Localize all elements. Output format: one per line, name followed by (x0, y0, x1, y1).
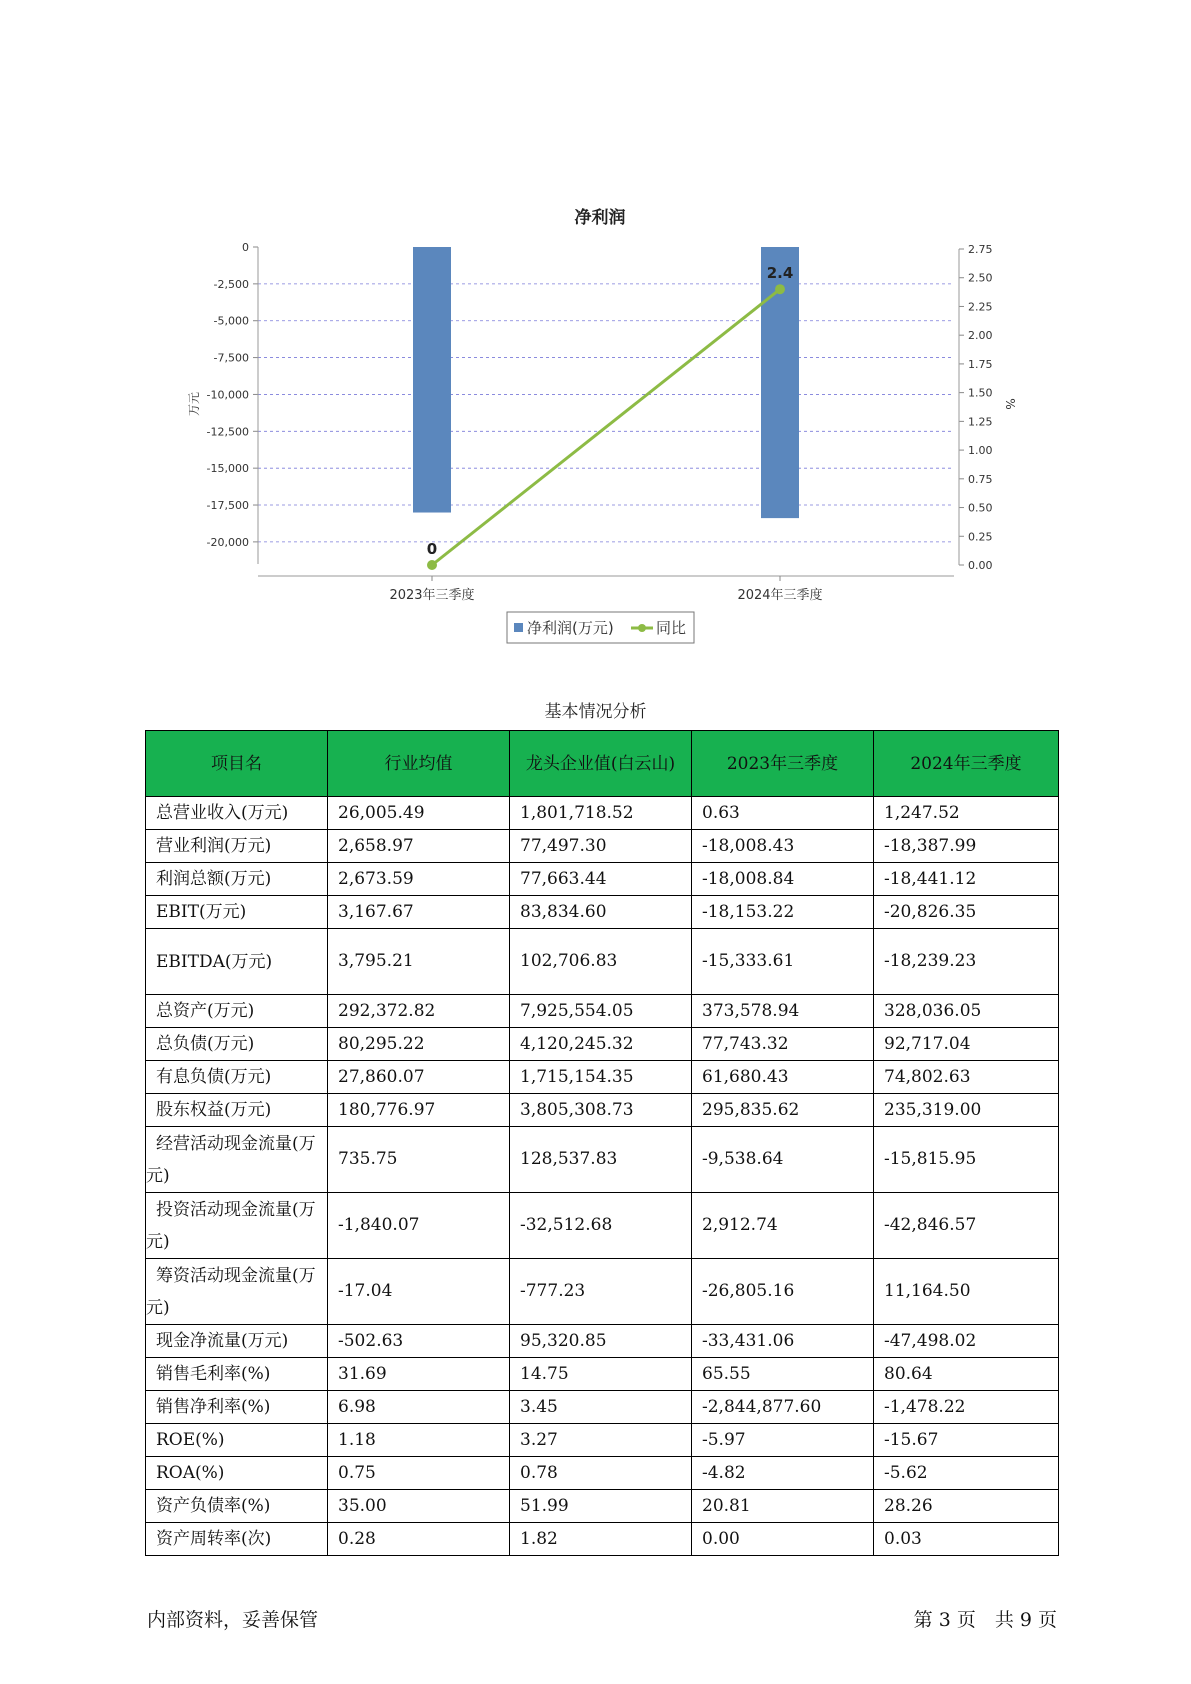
table-cell: 0.28 (328, 1523, 510, 1556)
x-tick-label: 2024年三季度 (737, 588, 823, 603)
table-cell: 0.78 (510, 1457, 692, 1490)
table-cell: 92,717.04 (874, 1028, 1059, 1061)
table-cell: 74,802.63 (874, 1061, 1059, 1094)
table-cell: 51.99 (510, 1490, 692, 1523)
table-row (146, 896, 1059, 929)
table-row (146, 1061, 1059, 1094)
table-cell: -5.62 (874, 1457, 1059, 1490)
table-caption: 基本情况分析 (544, 702, 647, 722)
table-cell: -17.04 (328, 1259, 510, 1325)
y-tick-label-right: 2.75 (968, 243, 993, 256)
y-tick-label-right: 2.50 (968, 271, 993, 285)
footer-page-number: 第 3 页 共 9 页 (913, 1609, 1057, 1631)
grid (258, 247, 954, 564)
row-label: 资产周转率(次) (146, 1523, 328, 1556)
table-row (146, 1391, 1059, 1424)
chart-title: 净利润 (574, 208, 626, 228)
legend-swatch-bar (514, 623, 523, 632)
table-cell: 3.27 (510, 1424, 692, 1457)
row-label: ROA(%) (146, 1457, 328, 1490)
bar (413, 247, 451, 513)
row-label: 利润总额(万元) (146, 863, 328, 896)
row-label: EBIT(万元) (146, 896, 328, 929)
table-cell: 28.26 (874, 1490, 1059, 1523)
table-cell: -42,846.57 (874, 1193, 1059, 1259)
table-cell: 31.69 (328, 1358, 510, 1391)
y-axis-title-left: 万元 (187, 391, 201, 417)
y-tick-label-right: 2.00 (968, 329, 993, 343)
table-cell: -18,008.84 (692, 863, 874, 896)
table-cell: 0.03 (874, 1523, 1059, 1556)
table-cell: -777.23 (510, 1259, 692, 1325)
table-cell: -18,153.22 (692, 896, 874, 929)
table-cell: -1,840.07 (328, 1193, 510, 1259)
table-row (146, 1358, 1059, 1391)
table-cell: 83,834.60 (510, 896, 692, 929)
row-label: 筹资活动现金流量(万元) (146, 1259, 328, 1325)
table-cell: 14.75 (510, 1358, 692, 1391)
y-tick-label-left: -17,500 (206, 499, 249, 513)
table-cell: -5.97 (692, 1424, 874, 1457)
row-label: 经营活动现金流量(万元) (146, 1127, 328, 1193)
table-cell: -15,333.61 (692, 929, 874, 995)
table-cell: -33,431.06 (692, 1325, 874, 1358)
table-row (146, 1523, 1059, 1556)
table-cell: 1.82 (510, 1523, 692, 1556)
table-cell: -4.82 (692, 1457, 874, 1490)
row-label: ROE(%) (146, 1424, 328, 1457)
table-cell: 0.63 (692, 797, 874, 830)
table-body (146, 797, 1059, 1556)
table-cell: 20.81 (692, 1490, 874, 1523)
table-cell: 7,925,554.05 (510, 995, 692, 1028)
table-cell: 77,497.30 (510, 830, 692, 863)
row-label: 营业利润(万元) (146, 830, 328, 863)
table-cell: 2,658.97 (328, 830, 510, 863)
table-cell: 2,912.74 (692, 1193, 874, 1259)
table-cell: 11,164.50 (874, 1259, 1059, 1325)
y-tick-label-right: 0.25 (968, 530, 993, 544)
table-cell: 65.55 (692, 1358, 874, 1391)
table-cell: 3,167.67 (328, 896, 510, 929)
y-tick-label-right: 0.00 (968, 559, 993, 572)
table-cell: -47,498.02 (874, 1325, 1059, 1358)
row-label: 总资产(万元) (146, 995, 328, 1028)
table-cell: -15,815.95 (874, 1127, 1059, 1193)
legend-label-bar: 净利润(万元) (527, 619, 614, 637)
y-tick-label-right: 1.00 (968, 444, 993, 458)
table-cell: 95,320.85 (510, 1325, 692, 1358)
table-cell: 295,835.62 (692, 1094, 874, 1127)
table-cell: 1,801,718.52 (510, 797, 692, 830)
y-tick-label-left: -12,500 (206, 425, 249, 439)
table-cell: -32,512.68 (510, 1193, 692, 1259)
table-cell: -26,805.16 (692, 1259, 874, 1325)
table-cell: 1,715,154.35 (510, 1061, 692, 1094)
y-tick-label-left: -20,000 (206, 535, 249, 549)
table-row (146, 1127, 1059, 1193)
y-tick-label-left: 0 (242, 241, 249, 254)
table-cell: 3.45 (510, 1391, 692, 1424)
row-label: 现金净流量(万元) (146, 1325, 328, 1358)
table-cell: -18,008.43 (692, 830, 874, 863)
y-tick-label-left: -5,000 (213, 314, 249, 328)
table-cell: 102,706.83 (510, 929, 692, 995)
table-row (146, 1424, 1059, 1457)
table-cell: 1,247.52 (874, 797, 1059, 830)
legend-label-line: 同比 (656, 619, 687, 637)
table-cell: 27,860.07 (328, 1061, 510, 1094)
x-tick-label: 2023年三季度 (389, 588, 475, 603)
table-row (146, 830, 1059, 863)
basic-analysis-table (145, 730, 1059, 1556)
y-tick-label-right: 2.25 (968, 300, 993, 314)
table-cell: 77,663.44 (510, 863, 692, 896)
yoy-point (775, 284, 785, 294)
yoy-data-label: 0 (426, 540, 438, 558)
table-cell: 80,295.22 (328, 1028, 510, 1061)
table-cell: -15.67 (874, 1424, 1059, 1457)
table-cell: 2,673.59 (328, 863, 510, 896)
header-2023-q3: 2023年三季度 (692, 731, 874, 797)
table-cell: 3,795.21 (328, 929, 510, 995)
table-cell: -502.63 (328, 1325, 510, 1358)
table-cell: 735.75 (328, 1127, 510, 1193)
y-tick-label-left: -10,000 (206, 388, 249, 402)
table-cell: -9,538.64 (692, 1127, 874, 1193)
table-cell: 26,005.49 (328, 797, 510, 830)
yoy-data-label: 2.4 (766, 264, 794, 283)
row-label: 有息负债(万元) (146, 1061, 328, 1094)
table-row (146, 1457, 1059, 1490)
table-cell: 80.64 (874, 1358, 1059, 1391)
row-label: 股东权益(万元) (146, 1094, 328, 1127)
legend-swatch-marker (638, 624, 646, 632)
table-row (146, 929, 1059, 995)
y-tick-label-right: 1.50 (968, 386, 993, 400)
table-cell: 4,120,245.32 (510, 1028, 692, 1061)
y-tick-label-right: 0.50 (968, 501, 993, 515)
y-tick-label-left: -15,000 (206, 462, 249, 476)
table-cell: 0.00 (692, 1523, 874, 1556)
row-label: 总营业收入(万元) (146, 797, 328, 830)
plot-area (258, 247, 954, 564)
footer-confidential: 内部资料，妥善保管 (147, 1609, 319, 1631)
header-leader-value: 龙头企业值(白云山) (510, 731, 692, 797)
row-label: 销售净利率(%) (146, 1391, 328, 1424)
table-row (146, 1028, 1059, 1061)
row-label: 投资活动现金流量(万元) (146, 1193, 328, 1259)
table-row (146, 1325, 1059, 1358)
table-row (146, 863, 1059, 896)
table-cell: 373,578.94 (692, 995, 874, 1028)
table-cell: 6.98 (328, 1391, 510, 1424)
table-cell: 235,319.00 (874, 1094, 1059, 1127)
row-label: 资产负债率(%) (146, 1490, 328, 1523)
table-header-row (146, 731, 1059, 797)
table-cell: 3,805,308.73 (510, 1094, 692, 1127)
y-tick-label-right: 1.75 (968, 357, 993, 371)
chart-legend (507, 612, 694, 643)
table-row (146, 1094, 1059, 1127)
yoy-point (427, 560, 437, 570)
table-row (146, 1193, 1059, 1259)
header-2024-q3: 2024年三季度 (874, 731, 1059, 797)
y-axis-title-right: % (1003, 398, 1017, 410)
y-tick-label-left: -7,500 (213, 351, 249, 365)
table-cell: 1.18 (328, 1424, 510, 1457)
table-cell: -1,478.22 (874, 1391, 1059, 1424)
table-cell: 180,776.97 (328, 1094, 510, 1127)
table-cell: 328,036.05 (874, 995, 1059, 1028)
header-industry-avg: 行业均值 (328, 731, 510, 797)
table-cell: 128,537.83 (510, 1127, 692, 1193)
table-cell: 61,680.43 (692, 1061, 874, 1094)
table-cell: -18,441.12 (874, 863, 1059, 896)
net-profit-chart (0, 0, 1191, 660)
table-cell: 77,743.32 (692, 1028, 874, 1061)
table-row (146, 1490, 1059, 1523)
table-cell: -18,387.99 (874, 830, 1059, 863)
y-tick-label-left: -2,500 (213, 277, 249, 291)
row-label: EBITDA(万元) (146, 929, 328, 995)
table-row (146, 797, 1059, 830)
table-cell: 35.00 (328, 1490, 510, 1523)
table-cell: -20,826.35 (874, 896, 1059, 929)
table-cell: -18,239.23 (874, 929, 1059, 995)
table-row (146, 1259, 1059, 1325)
table-cell: -2,844,877.60 (692, 1391, 874, 1424)
table-cell: 292,372.82 (328, 995, 510, 1028)
table-cell: 0.75 (328, 1457, 510, 1490)
row-label: 总负债(万元) (146, 1028, 328, 1061)
y-tick-label-right: 1.25 (968, 415, 993, 429)
y-tick-label-right: 0.75 (968, 472, 993, 486)
table-row (146, 995, 1059, 1028)
header-item-name: 项目名 (146, 731, 328, 797)
row-label: 销售毛利率(%) (146, 1358, 328, 1391)
